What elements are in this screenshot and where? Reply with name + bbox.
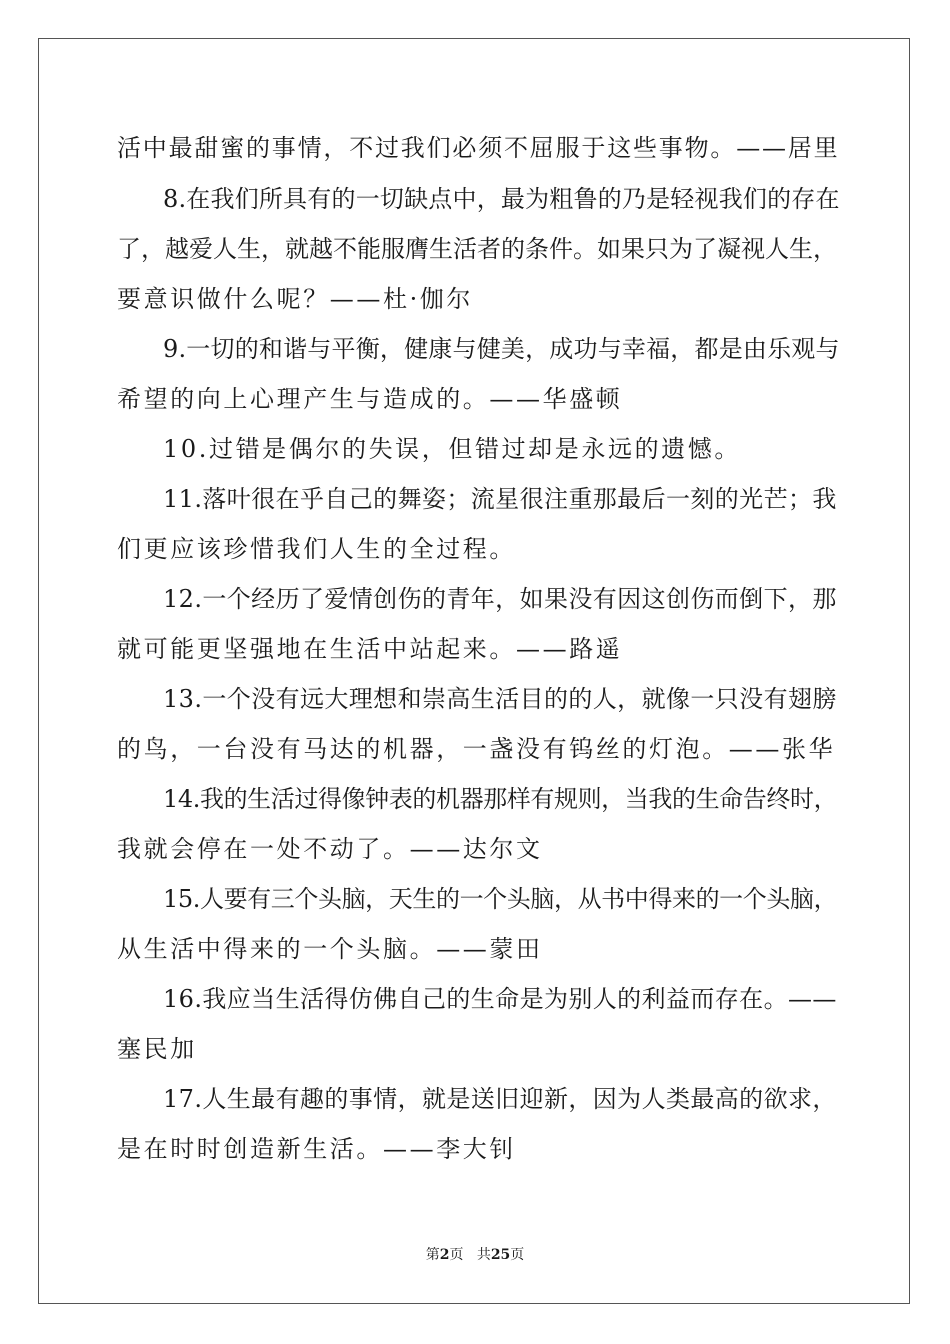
text-line-21: 是在时时创造新生活。——李大钊 [117,1135,516,1163]
total-suffix: 页 [510,1247,525,1263]
text-line-3: 了，越爱人生，就越不能服膺生活者的条件。如果只为了凝视人生， [117,235,837,263]
text-line-4: 要意识做什么呢？——杜·伽尔 [117,285,474,313]
text-line-17: 从生活中得来的一个头脑。——蒙田 [117,935,543,963]
text-line-11: 就可能更坚强地在生活中站起来。——路遥 [117,635,623,663]
page-prefix: 第 [425,1247,440,1263]
text-line-2: 8.在我们所具有的一切缺点中，最为粗鲁的乃是轻视我们的存在 [163,185,840,213]
text-line-15: 我就会停在一处不动了。——达尔文 [117,835,543,863]
text-line-12: 13.一个没有远大理想和崇高生活目的的人，就像一只没有翅膀 [163,685,837,713]
text-line-9: 们更应该珍惜我们人生的全过程。 [117,535,516,563]
text-line-13: 的鸟，一台没有马达的机器，一盏没有钨丝的灯泡。——张华 [117,735,836,763]
page-suffix: 页 [449,1247,464,1263]
text-line-7: 10.过错是偶尔的失误，但错过却是永远的遗憾。 [163,435,741,463]
text-line-19: 塞民加 [117,1035,197,1063]
total-prefix: 共 [476,1247,491,1263]
page-number: 2 [439,1247,450,1263]
text-line-5: 9.一切的和谐与平衡，健康与健美，成功与幸福，都是由乐观与 [163,335,840,363]
text-line-1: 活中最甜蜜的事情，不过我们必须不屈服于这些事物。——居里 [117,134,840,162]
total-pages: 25 [490,1247,511,1263]
text-line-20: 17.人生最有趣的事情，就是送旧迎新，因为人类最高的欲求， [163,1085,837,1113]
text-line-14: 14.我的生活过得像钟表的机器那样有规则，当我的生命告终时， [163,785,838,813]
text-line-6: 希望的向上心理产生与造成的。——华盛顿 [117,385,623,413]
text-line-18: 16.我应当生活得仿佛自己的生命是为别人的利益而存在。—— [163,985,837,1013]
text-line-16: 15.人要有三个头脑，天生的一个头脑，从书中得来的一个头脑， [163,885,838,913]
text-line-10: 12.一个经历了爱情创伤的青年，如果没有因这创伤而倒下，那 [163,585,837,613]
page-footer [0,1246,950,1264]
text-line-8: 11.落叶很在乎自己的舞姿；流星很注重那最后一刻的光芒；我 [163,485,837,513]
page-frame [38,38,910,1304]
